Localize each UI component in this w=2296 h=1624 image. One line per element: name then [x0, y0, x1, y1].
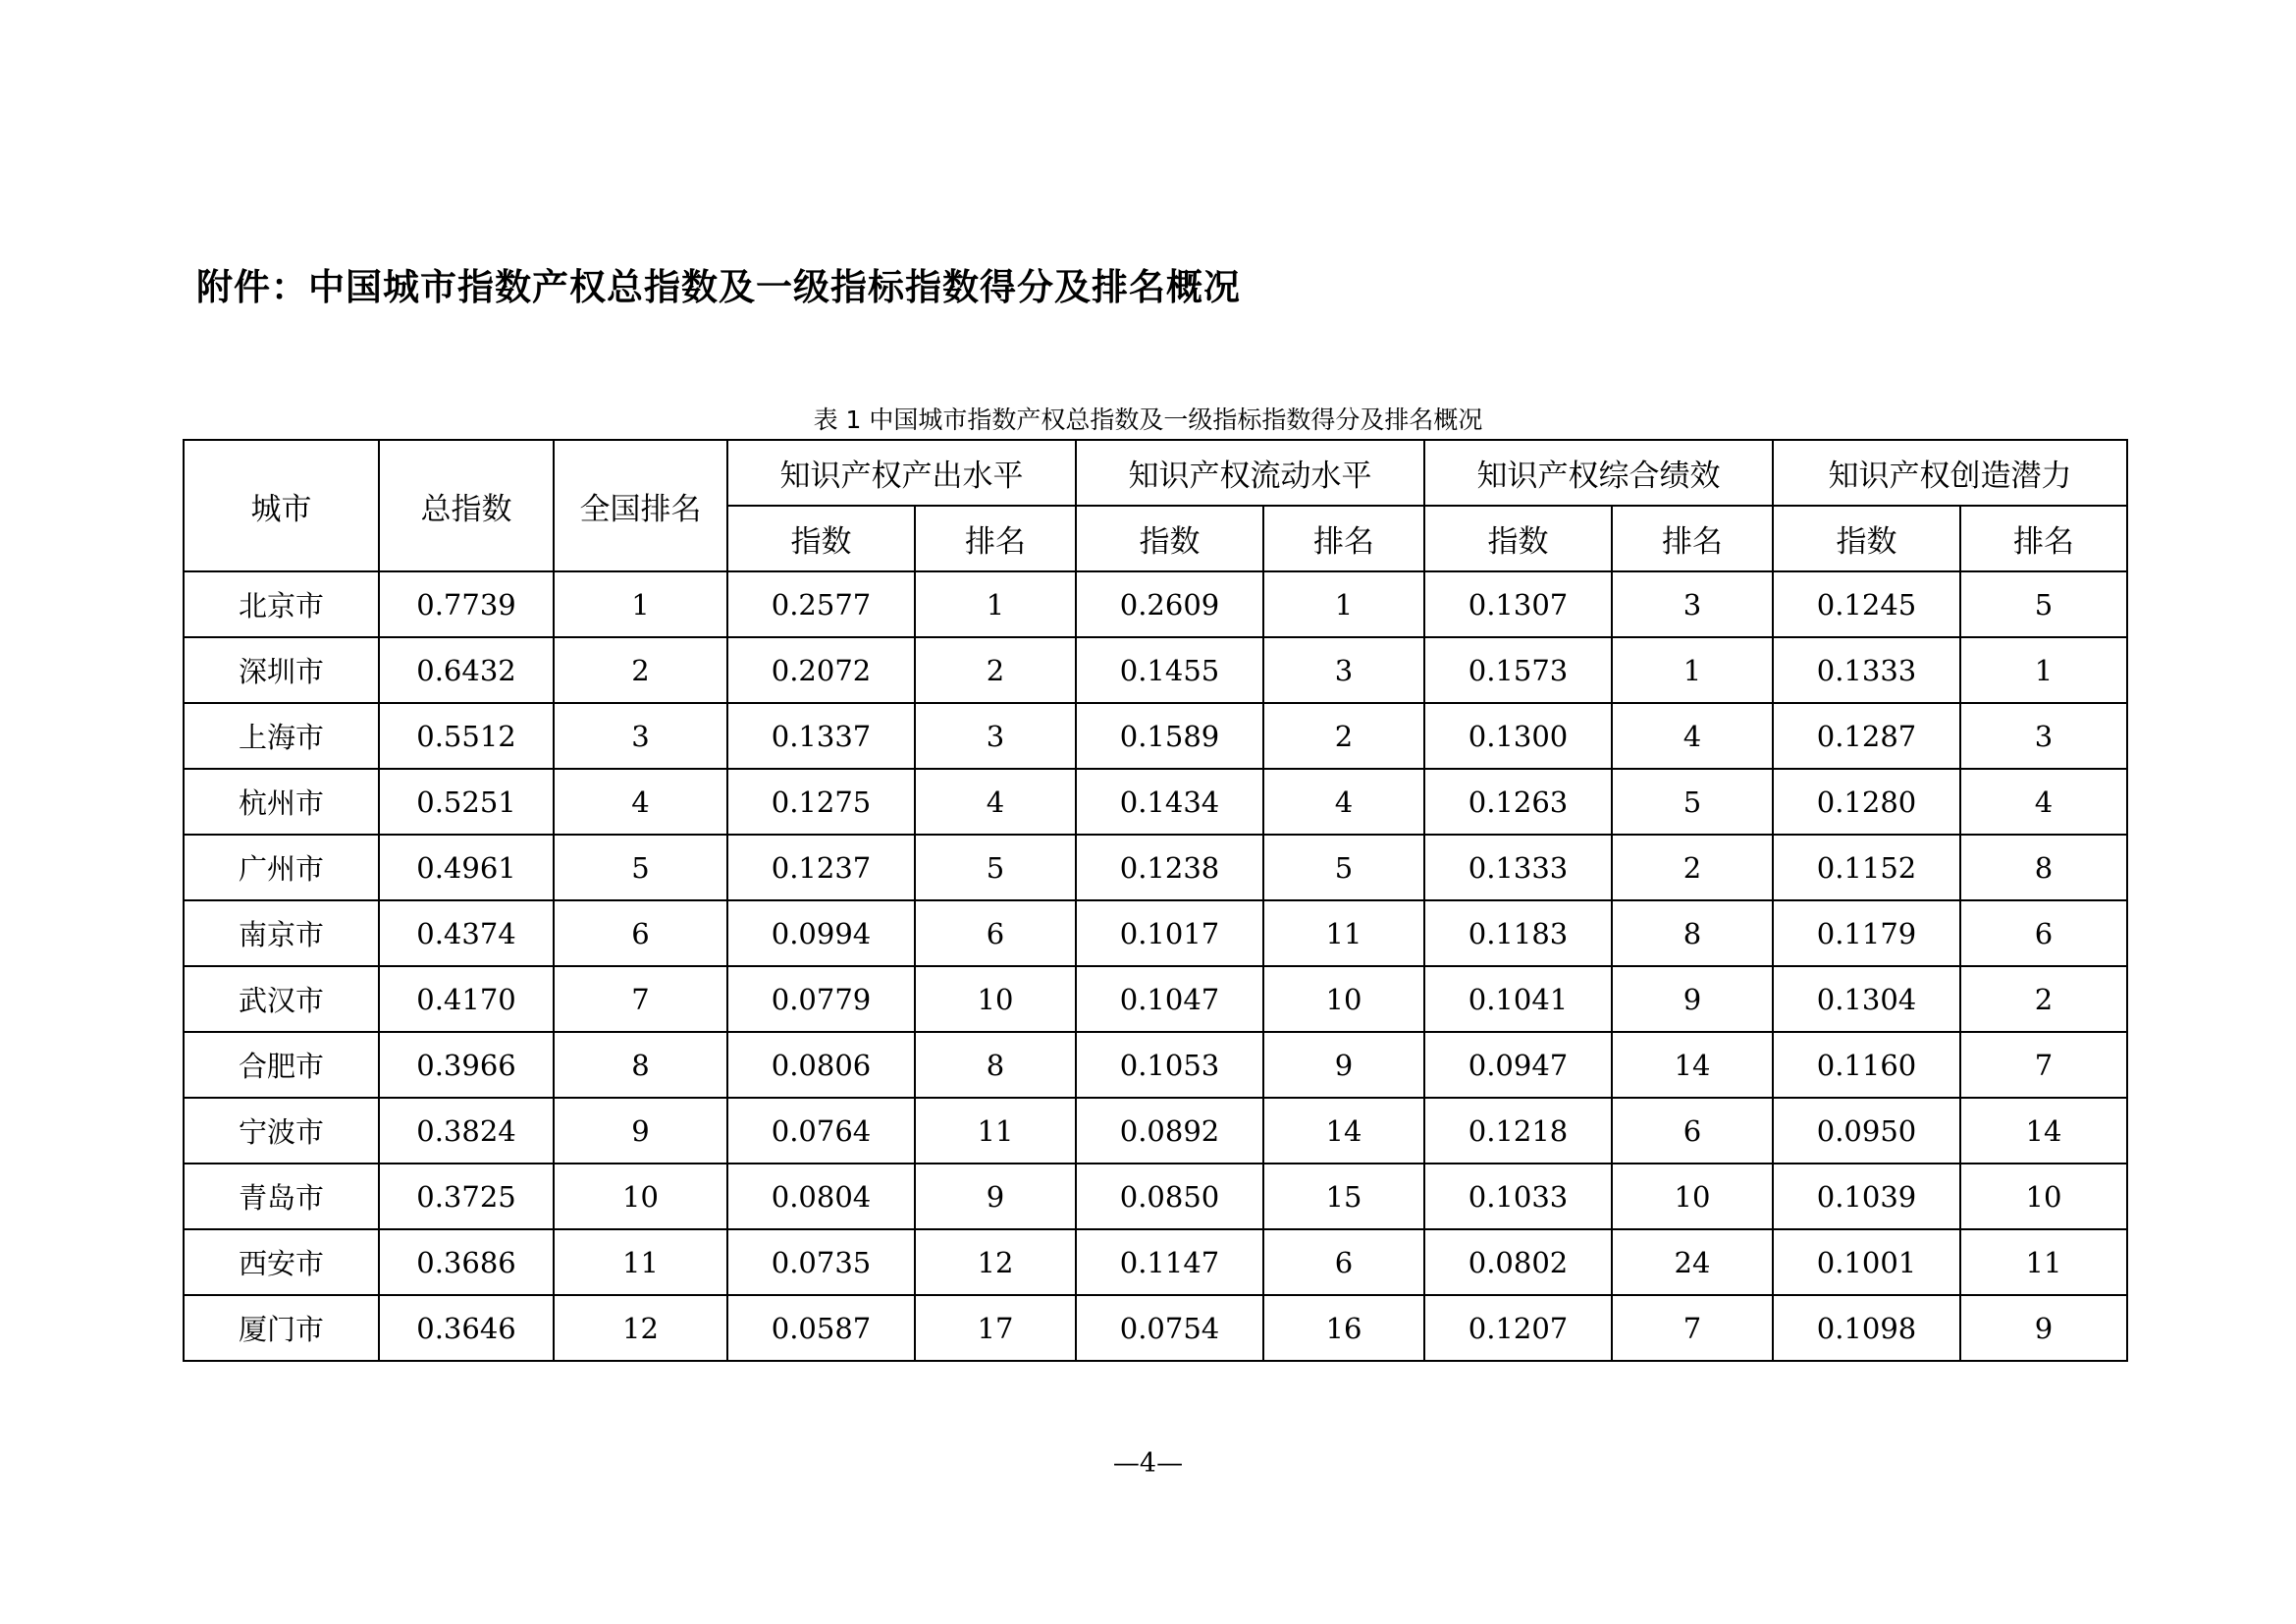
cell-city: 宁波市: [184, 1098, 379, 1164]
cell-flow-rank: 15: [1263, 1164, 1424, 1229]
cell-total-index: 0.3966: [379, 1032, 554, 1098]
cell-total-index: 0.5251: [379, 769, 554, 835]
cell-potential-index: 0.1304: [1773, 966, 1960, 1032]
cell-potential-index: 0.1098: [1773, 1295, 1960, 1361]
cell-potential-rank: 5: [1960, 571, 2127, 637]
cell-potential-index: 0.1001: [1773, 1229, 1960, 1295]
cell-flow-rank: 4: [1263, 769, 1424, 835]
header-group-output: 知识产权产出水平: [727, 440, 1076, 506]
table-row: [184, 966, 2127, 1032]
cell-potential-rank: 1: [1960, 637, 2127, 703]
cell-potential-index: 0.1039: [1773, 1164, 1960, 1229]
cell-output-index: 0.0779: [727, 966, 915, 1032]
cell-output-rank: 12: [915, 1229, 1076, 1295]
cell-city: 西安市: [184, 1229, 379, 1295]
cell-performance-rank: 14: [1612, 1032, 1773, 1098]
cell-output-rank: 11: [915, 1098, 1076, 1164]
cell-performance-rank: 2: [1612, 835, 1773, 900]
cell-city: 深圳市: [184, 637, 379, 703]
cell-city: 北京市: [184, 571, 379, 637]
cell-performance-index: 0.1300: [1424, 703, 1612, 769]
cell-national-rank: 9: [554, 1098, 727, 1164]
cell-output-index: 0.1237: [727, 835, 915, 900]
cell-performance-rank: 8: [1612, 900, 1773, 966]
cell-flow-index: 0.1434: [1076, 769, 1263, 835]
cell-flow-index: 0.1147: [1076, 1229, 1263, 1295]
header-group-potential: 知识产权创造潜力: [1773, 440, 2127, 506]
table-row: [184, 637, 2127, 703]
cell-performance-rank: 9: [1612, 966, 1773, 1032]
cell-flow-rank: 2: [1263, 703, 1424, 769]
cell-potential-index: 0.1152: [1773, 835, 1960, 900]
cell-output-index: 0.1337: [727, 703, 915, 769]
cell-potential-index: 0.1333: [1773, 637, 1960, 703]
cell-performance-rank: 4: [1612, 703, 1773, 769]
cell-performance-index: 0.1183: [1424, 900, 1612, 966]
cell-total-index: 0.4374: [379, 900, 554, 966]
cell-potential-rank: 2: [1960, 966, 2127, 1032]
cell-flow-index: 0.0850: [1076, 1164, 1263, 1229]
cell-performance-rank: 6: [1612, 1098, 1773, 1164]
cell-performance-rank: 24: [1612, 1229, 1773, 1295]
cell-flow-rank: 9: [1263, 1032, 1424, 1098]
cell-output-index: 0.0804: [727, 1164, 915, 1229]
table-row: [184, 571, 2127, 637]
cell-output-rank: 2: [915, 637, 1076, 703]
cell-potential-index: 0.1287: [1773, 703, 1960, 769]
header-potential-rank: 排名: [1960, 506, 2127, 571]
cell-performance-index: 0.1307: [1424, 571, 1612, 637]
cell-national-rank: 5: [554, 835, 727, 900]
cell-total-index: 0.3646: [379, 1295, 554, 1361]
cell-potential-index: 0.1160: [1773, 1032, 1960, 1098]
table-row: [184, 1164, 2127, 1229]
cell-performance-index: 0.1218: [1424, 1098, 1612, 1164]
header-group-performance: 知识产权综合绩效: [1424, 440, 1773, 506]
table-row: [184, 835, 2127, 900]
cell-output-rank: 17: [915, 1295, 1076, 1361]
cell-potential-rank: 14: [1960, 1098, 2127, 1164]
header-output-index: 指数: [727, 506, 915, 571]
cell-potential-rank: 4: [1960, 769, 2127, 835]
cell-national-rank: 3: [554, 703, 727, 769]
cell-flow-index: 0.0892: [1076, 1098, 1263, 1164]
cell-potential-rank: 8: [1960, 835, 2127, 900]
cell-city: 合肥市: [184, 1032, 379, 1098]
table-body: [184, 571, 2127, 1361]
cell-output-index: 0.2072: [727, 637, 915, 703]
table-caption: 表 1 中国城市指数产权总指数及一级指标指数得分及排名概况: [813, 406, 1483, 434]
cell-performance-rank: 5: [1612, 769, 1773, 835]
cell-output-rank: 10: [915, 966, 1076, 1032]
cell-flow-rank: 14: [1263, 1098, 1424, 1164]
header-performance-rank: 排名: [1612, 506, 1773, 571]
cell-city: 南京市: [184, 900, 379, 966]
cell-output-index: 0.0806: [727, 1032, 915, 1098]
cell-potential-rank: 11: [1960, 1229, 2127, 1295]
cell-output-index: 0.2577: [727, 571, 915, 637]
cell-potential-index: 0.0950: [1773, 1098, 1960, 1164]
cell-flow-index: 0.1053: [1076, 1032, 1263, 1098]
cell-national-rank: 12: [554, 1295, 727, 1361]
header-potential-index: 指数: [1773, 506, 1960, 571]
cell-national-rank: 2: [554, 637, 727, 703]
cell-output-index: 0.0735: [727, 1229, 915, 1295]
cell-potential-rank: 9: [1960, 1295, 2127, 1361]
cell-total-index: 0.3686: [379, 1229, 554, 1295]
cell-performance-index: 0.1263: [1424, 769, 1612, 835]
table-row: [184, 769, 2127, 835]
table-row: [184, 1229, 2127, 1295]
header-city: 城市: [184, 440, 379, 571]
cell-total-index: 0.4170: [379, 966, 554, 1032]
table-row: [184, 1032, 2127, 1098]
cell-city: 上海市: [184, 703, 379, 769]
page-number: —4—: [1112, 1448, 1184, 1479]
cell-performance-rank: 10: [1612, 1164, 1773, 1229]
page-title: 附件：中国城市指数产权总指数及一级指标指数得分及排名概况: [196, 266, 1241, 308]
cell-performance-rank: 3: [1612, 571, 1773, 637]
cell-output-rank: 6: [915, 900, 1076, 966]
cell-flow-index: 0.1017: [1076, 900, 1263, 966]
cell-flow-rank: 11: [1263, 900, 1424, 966]
cell-total-index: 0.3725: [379, 1164, 554, 1229]
header-flow-rank: 排名: [1263, 506, 1424, 571]
cell-total-index: 0.5512: [379, 703, 554, 769]
cell-flow-rank: 5: [1263, 835, 1424, 900]
header-group-flow: 知识产权流动水平: [1076, 440, 1424, 506]
cell-potential-rank: 10: [1960, 1164, 2127, 1229]
cell-output-index: 0.1275: [727, 769, 915, 835]
cell-national-rank: 11: [554, 1229, 727, 1295]
cell-performance-index: 0.1033: [1424, 1164, 1612, 1229]
cell-potential-index: 0.1245: [1773, 571, 1960, 637]
cell-national-rank: 10: [554, 1164, 727, 1229]
cell-potential-index: 0.1179: [1773, 900, 1960, 966]
cell-flow-index: 0.1238: [1076, 835, 1263, 900]
table-row: [184, 900, 2127, 966]
cell-national-rank: 6: [554, 900, 727, 966]
cell-national-rank: 4: [554, 769, 727, 835]
cell-city: 广州市: [184, 835, 379, 900]
cell-total-index: 0.3824: [379, 1098, 554, 1164]
cell-city: 厦门市: [184, 1295, 379, 1361]
cell-national-rank: 8: [554, 1032, 727, 1098]
cell-output-rank: 1: [915, 571, 1076, 637]
cell-flow-rank: 16: [1263, 1295, 1424, 1361]
cell-output-rank: 8: [915, 1032, 1076, 1098]
cell-flow-rank: 3: [1263, 637, 1424, 703]
cell-performance-index: 0.1333: [1424, 835, 1612, 900]
cell-output-index: 0.0764: [727, 1098, 915, 1164]
cell-city: 杭州市: [184, 769, 379, 835]
cell-flow-rank: 1: [1263, 571, 1424, 637]
cell-output-index: 0.0587: [727, 1295, 915, 1361]
cell-national-rank: 1: [554, 571, 727, 637]
cell-city: 武汉市: [184, 966, 379, 1032]
header-output-rank: 排名: [915, 506, 1076, 571]
header-performance-index: 指数: [1424, 506, 1612, 571]
header-national-rank: 全国排名: [554, 440, 727, 571]
cell-performance-index: 0.1207: [1424, 1295, 1612, 1361]
cell-flow-index: 0.0754: [1076, 1295, 1263, 1361]
cell-potential-rank: 3: [1960, 703, 2127, 769]
cell-flow-index: 0.1455: [1076, 637, 1263, 703]
cell-flow-index: 0.1047: [1076, 966, 1263, 1032]
table-row: [184, 1098, 2127, 1164]
cell-national-rank: 7: [554, 966, 727, 1032]
cell-potential-rank: 7: [1960, 1032, 2127, 1098]
cell-total-index: 0.6432: [379, 637, 554, 703]
table-row: [184, 703, 2127, 769]
cell-potential-index: 0.1280: [1773, 769, 1960, 835]
cell-flow-rank: 6: [1263, 1229, 1424, 1295]
cell-flow-index: 0.1589: [1076, 703, 1263, 769]
cell-flow-index: 0.2609: [1076, 571, 1263, 637]
cell-performance-rank: 7: [1612, 1295, 1773, 1361]
header-row-primary: [184, 440, 2127, 506]
cell-output-rank: 5: [915, 835, 1076, 900]
cell-performance-index: 0.1573: [1424, 637, 1612, 703]
cell-output-index: 0.0994: [727, 900, 915, 966]
header-flow-index: 指数: [1076, 506, 1263, 571]
cell-output-rank: 3: [915, 703, 1076, 769]
cell-flow-rank: 10: [1263, 966, 1424, 1032]
cell-performance-rank: 1: [1612, 637, 1773, 703]
ranking-table: [183, 439, 2128, 1362]
cell-output-rank: 4: [915, 769, 1076, 835]
cell-city: 青岛市: [184, 1164, 379, 1229]
header-total-index: 总指数: [379, 440, 554, 571]
cell-output-rank: 9: [915, 1164, 1076, 1229]
cell-performance-index: 0.0802: [1424, 1229, 1612, 1295]
cell-potential-rank: 6: [1960, 900, 2127, 966]
cell-total-index: 0.7739: [379, 571, 554, 637]
cell-performance-index: 0.1041: [1424, 966, 1612, 1032]
cell-total-index: 0.4961: [379, 835, 554, 900]
table-row: [184, 1295, 2127, 1361]
cell-performance-index: 0.0947: [1424, 1032, 1612, 1098]
